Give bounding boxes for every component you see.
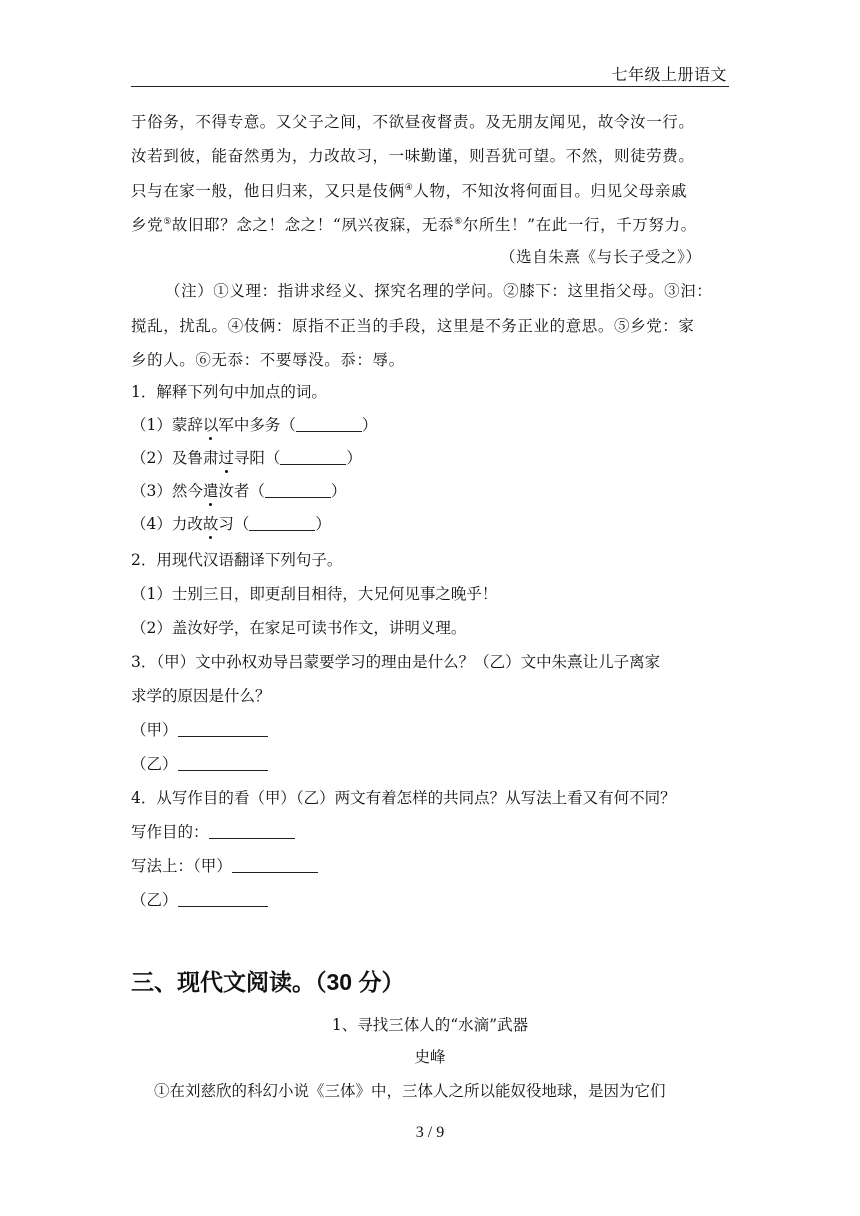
question-3-prompt-line-1: 3．（甲）文中孙权劝导吕蒙要学习的理由是什么？（乙）文中朱熹让儿子离家 — [131, 653, 661, 671]
article-paragraph-1: ①在刘慈欣的科幻小说《三体》中，三体人之所以能奴役地球，是因为它们 — [154, 1082, 666, 1100]
dotted-word: 过 — [218, 449, 234, 467]
article-title: 1、寻找三体人的“水滴”武器 — [331, 1016, 529, 1034]
question-4-prompt: 4．从写作目的看（甲）（乙）两文有着怎样的共同点？从写法上看又有何不同？ — [131, 789, 676, 807]
question-3-prompt-line-2: 求学的原因是什么？ — [131, 687, 271, 705]
question-4-purpose: 写作目的： — [131, 821, 295, 843]
question-2-item-2: （2）盖汝好学，在家足可读书作文，讲明义理。 — [131, 619, 467, 637]
answer-blank[interactable] — [178, 755, 268, 771]
notes-line-3: 乡的人。⑥无忝：不要辱没。忝：辱。 — [131, 351, 405, 369]
header-divider — [131, 86, 729, 87]
note-mark-4: ④ — [404, 182, 414, 193]
page-header — [131, 62, 729, 84]
dotted-word: 遣 — [202, 482, 219, 500]
question-3-answer-yi: （乙） — [131, 753, 268, 775]
question-2-prompt: 2．用现代汉语翻译下列句子。 — [131, 551, 343, 569]
header-title: 七年级上册语文 — [611, 65, 727, 84]
page-number: 3 / 9 — [415, 1124, 445, 1141]
answer-blank[interactable] — [249, 515, 315, 531]
answer-blank[interactable] — [209, 823, 295, 839]
article-author: 史峰 — [414, 1048, 446, 1066]
answer-blank[interactable] — [265, 482, 331, 498]
question-1-item-1: （1）蒙辞以军中多务（ ） — [131, 416, 378, 434]
question-1-item-4: （4）力改故习（ ） — [131, 515, 331, 533]
answer-blank[interactable] — [280, 449, 346, 465]
passage-source: （选自朱熹《与长子受之》） — [500, 248, 702, 266]
question-2-item-1: （1）士别三日，即更刮目相待，大兄何见事之晚乎！ — [131, 585, 498, 603]
answer-blank[interactable] — [178, 891, 268, 907]
question-3-answer-jia: （甲） — [131, 719, 268, 741]
question-1-prompt: 1．解释下列句中加点的词。 — [131, 383, 327, 401]
question-4-method-jia: 写法上：（甲） — [131, 855, 318, 877]
passage-line-4: 乡党⑤故旧耶？念之！念之！“夙兴夜寐，无忝⑥尔所生！”在此一行，千万努力。 — [131, 216, 697, 234]
question-1-item-2: （2）及鲁肃过寻阳（ ） — [131, 449, 362, 467]
note-mark-6: ⑥ — [454, 216, 463, 227]
section-3-heading: 三、现代文阅读。（30 分） — [131, 969, 405, 995]
question-1-item-3: （3）然今遣汝者（ ） — [131, 482, 347, 500]
question-4-method-yi: （乙） — [131, 889, 268, 911]
dotted-word: 以 — [202, 416, 219, 434]
passage-line-1: 于俗务，不得专意。又父子之间，不欲昼夜督责。及无朋友闻见，故令汝一行。 — [131, 113, 695, 131]
passage-line-3: 只与在家一般，他日归来，又只是伎俩④人物，不知汝将何面目。归见父母亲戚 — [131, 182, 688, 200]
notes-line-2: 搅乱，扰乱。④伎俩：原指不正当的手段，这里是不务正业的意思。⑤乡党：家 — [131, 317, 695, 335]
notes-line-1: （注）①义理：指讲求经义、探究名理的学问。②膝下：这里指父母。③汩： — [165, 282, 713, 300]
dotted-word: 故 — [202, 515, 219, 533]
answer-blank[interactable] — [232, 857, 318, 873]
note-mark-5: ⑤ — [163, 216, 172, 227]
answer-blank[interactable] — [296, 416, 362, 432]
passage-line-2: 汝若到彼，能奋然勇为，力改故习，一味勤谨，则吾犹可望。不然，则徒劳费。 — [131, 147, 695, 165]
answer-blank[interactable] — [178, 721, 268, 737]
